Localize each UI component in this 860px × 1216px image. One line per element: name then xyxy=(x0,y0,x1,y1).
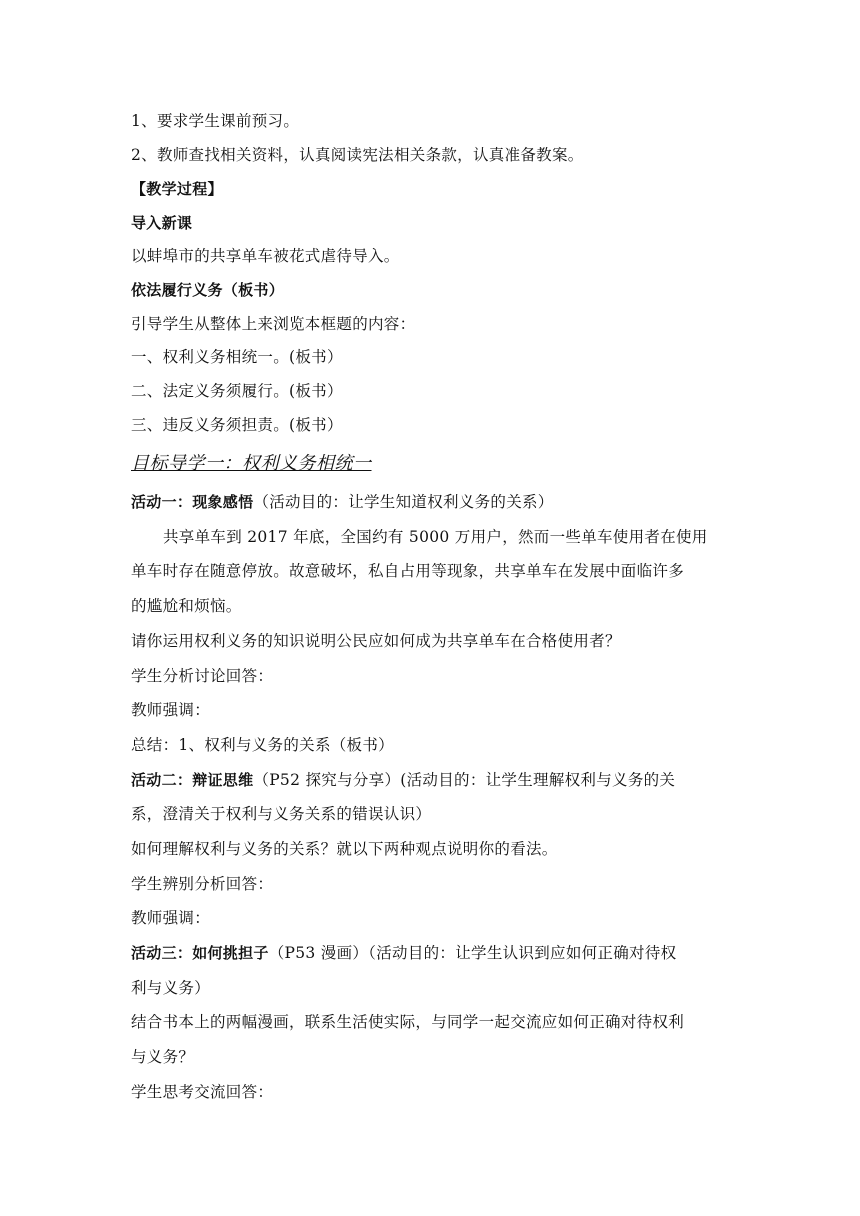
activity-2-question: 如何理解权利与义务的关系？就以下两种观点说明你的看法。 xyxy=(131,840,558,858)
activity-1-paragraph-line-1: 共享单车到 2017 年底，全国约有 5000 万用户，然而一些单车使用者在使用 xyxy=(163,528,708,546)
activity-2-title: 活动二：辩证思维 xyxy=(131,771,254,789)
activity-2-purpose-line-2: 系，澄清关于权利与义务关系的错误认识） xyxy=(131,805,432,823)
activity-1-header xyxy=(131,491,554,513)
outline-item-1: 一、权利义务相统一。(板书） xyxy=(131,348,343,366)
activity-1-paragraph-line-3: 的尴尬和烦恼。 xyxy=(131,597,242,615)
activity-3-header xyxy=(131,942,676,964)
section-heading: 依法履行义务（板书） xyxy=(131,281,285,299)
activity-3-purpose-line-2: 利与义务） xyxy=(131,979,211,997)
activity-1-title: 活动一：现象感悟 xyxy=(131,493,254,511)
activity-1-teacher: 教师强调： xyxy=(131,701,211,719)
activity-1-paragraph-line-2: 单车时存在随意停放。故意破坏，私自占用等现象，共享单车在发展中面临许多 xyxy=(131,562,685,580)
activity-2-students: 学生辨别分析回答： xyxy=(131,875,274,893)
process-heading: 【教学过程】 xyxy=(131,180,223,198)
activity-1-question: 请你运用权利义务的知识说明公民应如何成为共享单车在合格使用者？ xyxy=(131,632,621,650)
activity-2-header xyxy=(131,769,675,791)
activity-2-teacher: 教师强调： xyxy=(131,909,211,927)
outline-item-3: 三、违反义务须担责。(板书） xyxy=(131,416,343,434)
activity-3-purpose-line-1: （P53 漫画）（活动目的：让学生认识到应如何正确对待权 xyxy=(268,944,677,962)
prep-item-2: 2、教师查找相关资料，认真阅读宪法相关条款，认真准备教案。 xyxy=(131,146,584,164)
activity-3-text-line-2: 与义务？ xyxy=(131,1048,195,1066)
activity-1-students: 学生分析讨论回答： xyxy=(131,667,274,685)
goal-heading: 目标导学一：权利义务相统一 xyxy=(131,453,372,474)
guide-text: 引导学生从整体上来浏览本框题的内容： xyxy=(131,315,416,333)
activity-1-purpose: （活动目的：让学生知道权利义务的关系） xyxy=(253,493,554,511)
prep-item-1: 1、要求学生课前预习。 xyxy=(131,112,300,130)
outline-item-2: 二、法定义务须履行。(板书） xyxy=(131,382,343,400)
activity-2-purpose-line-1: （P52 探究与分享）(活动目的：让学生理解权利与义务的关 xyxy=(253,771,676,789)
activity-3-students: 学生思考交流回答： xyxy=(131,1083,274,1101)
activity-1-summary: 总结：1、权利与义务的关系（板书） xyxy=(131,736,394,754)
intro-heading: 导入新课 xyxy=(131,214,193,232)
activity-3-title: 活动三：如何挑担子 xyxy=(131,944,269,962)
activity-3-text-line-1: 结合书本上的两幅漫画，联系生活使实际，与同学一起交流应如何正确对待权利 xyxy=(131,1013,685,1031)
intro-text: 以蚌埠市的共享单车被花式虐待导入。 xyxy=(131,247,400,265)
